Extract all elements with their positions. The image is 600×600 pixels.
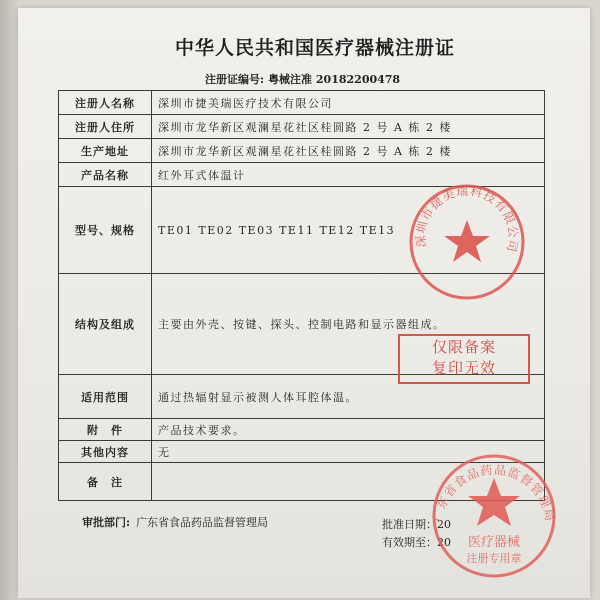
approval-department-value: 广东省食品药品监督管理局	[136, 516, 269, 529]
page-shadow	[0, 0, 18, 600]
official-seal-bottom-text: 注册专用章	[466, 552, 522, 565]
row-label: 注册人住所	[59, 115, 152, 139]
official-seal-inner-text: 医疗器械	[467, 535, 521, 550]
row-label: 适用范围	[59, 375, 152, 419]
row-label: 注册人名称	[59, 91, 152, 115]
official-seal-text: 广东省食品药品监督管理局	[430, 462, 558, 524]
table-row	[59, 91, 545, 115]
registration-number-line	[205, 71, 400, 87]
row-value: 无	[152, 441, 545, 463]
star-icon	[468, 478, 520, 526]
row-value: TE01 TE02 TE03 TE11 TE12 TE13	[152, 187, 545, 274]
row-value: 通过热辐射显示被测人体耳腔体温。	[152, 375, 545, 419]
row-label: 生产地址	[59, 139, 152, 163]
star-icon	[444, 220, 490, 262]
row-label: 其他内容	[59, 441, 152, 463]
approval-date-label: 批准日期：	[382, 518, 437, 531]
registration-number: 粤械注准 20182200478	[268, 73, 401, 86]
table-row	[59, 139, 545, 163]
row-value: 红外耳式体温计	[152, 163, 545, 187]
row-value: 产品技术要求。	[152, 419, 545, 441]
company-seal-text: 深圳市捷美瑞科技有限公司	[413, 183, 521, 255]
certificate-title: 中华人民共和国医疗器械注册证	[174, 37, 455, 59]
backup-stamp	[398, 334, 530, 384]
backup-stamp-line2: 复印无效	[431, 359, 496, 377]
approval-department	[82, 514, 268, 530]
row-value: 深圳市捷美瑞医疗技术有限公司	[152, 91, 545, 115]
row-label: 附 件	[59, 419, 152, 441]
approval-date-value: 20	[437, 518, 451, 531]
approval-department-label: 审批部门:	[82, 516, 131, 529]
row-label: 型号、规格	[59, 187, 152, 274]
backup-stamp-line1: 仅限备案	[431, 338, 496, 356]
valid-until-label: 有效期至：	[382, 536, 437, 549]
table-row	[59, 419, 545, 441]
row-value: 主要由外壳、按键、探头、控制电路和显示器组成。	[152, 274, 545, 375]
row-value: 深圳市龙华新区观澜星花社区桂圆路 2 号 A 栋 2 楼	[152, 115, 545, 139]
valid-until-value: 20	[437, 536, 451, 549]
registration-number-label: 注册证编号:	[205, 73, 265, 86]
company-seal	[405, 180, 529, 304]
row-label: 结构及组成	[59, 274, 152, 375]
table-row	[59, 115, 545, 139]
official-seal	[424, 448, 564, 578]
row-label: 备 注	[59, 463, 152, 501]
row-label: 产品名称	[59, 163, 152, 187]
row-value: 深圳市龙华新区观澜星花社区桂圆路 2 号 A 栋 2 楼	[152, 139, 545, 163]
